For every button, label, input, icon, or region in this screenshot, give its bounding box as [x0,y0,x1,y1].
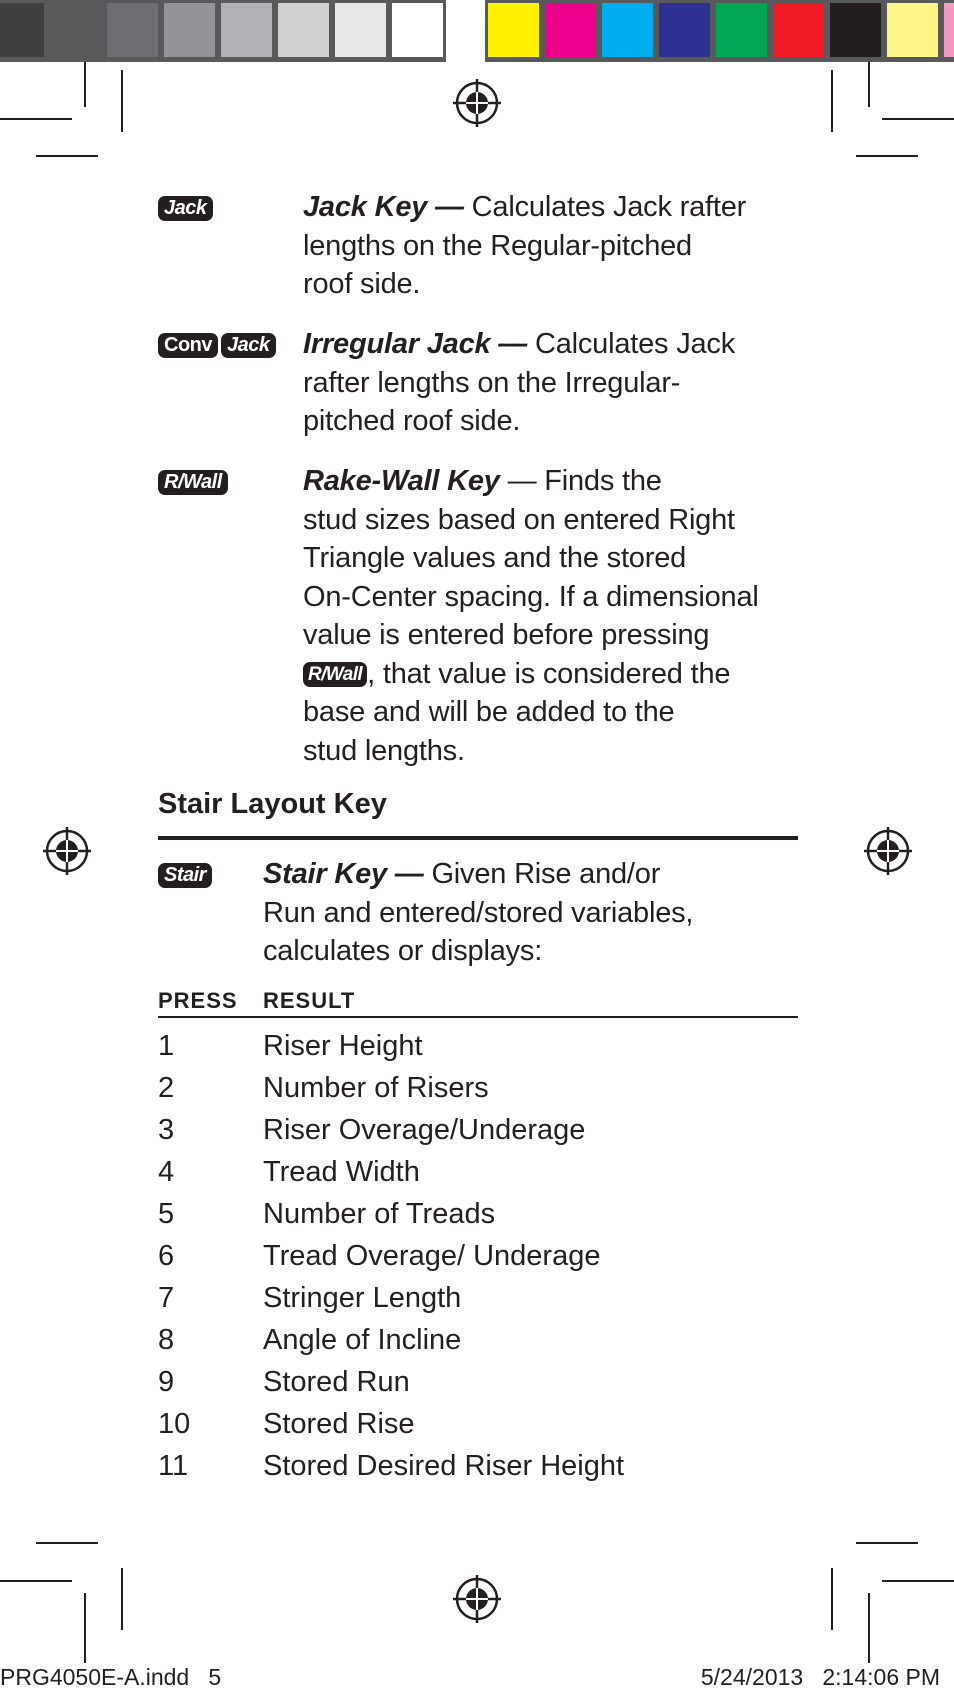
color-swatch [104,0,161,62]
table-row [158,1366,798,1408]
key-icons [158,863,212,888]
table-row [158,1072,798,1114]
press-value: 10 [158,1408,191,1440]
text-line: , that value is considered the [367,657,731,690]
crop-mark [856,155,918,157]
table-row [158,1198,798,1240]
table-row [158,1240,798,1282]
result-value: Number of Treads [263,1198,496,1230]
rwall-key-icon: R/Wall [158,470,228,495]
key-icons [158,333,276,358]
table-row [158,1114,798,1156]
section-title: Stair Layout Key [158,788,387,820]
color-swatch [485,0,542,62]
entry-title: Jack Key — [303,191,464,223]
text-line: Calculates Jack rafter [463,191,747,223]
text-line: stud lengths. [303,734,465,767]
press-value: 7 [158,1282,175,1314]
result-value: Stored Desired Riser Height [263,1450,625,1482]
press-value: 2 [158,1072,175,1104]
crop-mark [868,1593,870,1663]
result-value: Riser Overage/Underage [263,1114,586,1146]
table-row [158,1324,798,1366]
registration-mark-icon [43,827,91,875]
color-swatch [599,0,656,62]
text-line: Triangle values and the stored [303,542,687,574]
color-swatch [770,0,827,62]
press-value: 6 [158,1240,175,1272]
result-value: Stringer Length [263,1282,462,1314]
table-row [158,1282,798,1324]
text-line: calculates or displays: [263,935,543,967]
color-swatch [713,0,770,62]
column-header-press: PRESS [158,988,238,1013]
slug-file-name: PRG4050E-A.indd 5 [0,1664,222,1690]
table-row [158,1450,798,1492]
entry-title: Irregular Jack — [303,328,528,360]
crop-mark [882,118,954,120]
color-swatch [389,0,446,62]
rake-wall-description [303,462,759,770]
registration-mark-icon [864,827,912,875]
result-value: Number of Risers [263,1072,489,1104]
column-header-result: RESULT [263,988,356,1013]
jack-key-description [303,188,746,304]
text-line: lengths on the Regular-pitched [303,229,692,262]
press-value: 5 [158,1198,175,1230]
table-row [158,1408,798,1450]
crop-mark [0,1580,72,1582]
text-line: roof side. [303,268,421,300]
color-swatch [0,0,47,62]
text-line: Given Rise and/or [423,858,661,890]
stair-key-description [263,855,693,971]
result-value: Angle of Incline [263,1324,462,1356]
color-swatch [332,0,389,62]
text-line: pitched roof side. [303,405,521,437]
crop-mark [84,62,86,107]
text-line: Run and entered/stored variables, [263,896,694,929]
text-line: value is entered before pressing [303,619,710,651]
crop-mark [868,62,870,107]
key-icons [158,196,213,221]
color-swatch [542,0,599,62]
registration-mark-icon [453,79,501,127]
color-swatch [218,0,275,62]
text-line: — Finds the [499,465,662,497]
table-row [158,1030,798,1072]
rwall-key-icon: R/Wall [303,662,367,687]
color-swatch [656,0,713,62]
crop-mark [831,1568,833,1630]
result-value: Tread Width [263,1156,420,1188]
result-value: Stored Rise [263,1408,415,1440]
text-line: base and will be added to the [303,696,675,728]
stair-key-icon: Stair [158,863,212,888]
conv-key-icon: Conv [158,333,218,358]
press-value: 4 [158,1156,175,1188]
crop-mark [831,70,833,132]
crop-mark [36,1542,98,1544]
text-line: stud sizes based on entered Right [303,503,735,536]
table-header-divider [158,1016,798,1018]
color-swatch [161,0,218,62]
slug-date-time: 5/24/2013 2:14:06 PM [700,1664,940,1690]
press-value: 11 [158,1450,189,1482]
color-swatch [941,0,954,62]
crop-mark [0,118,72,120]
crop-mark [121,1568,123,1630]
table-row [158,1156,798,1198]
press-value: 3 [158,1114,175,1146]
result-value: Riser Height [263,1030,423,1062]
crop-mark [882,1580,954,1582]
result-value: Stored Run [263,1366,410,1398]
color-swatch [47,0,104,62]
crop-mark [84,1593,86,1663]
press-value: 8 [158,1324,175,1356]
registration-mark-icon [453,1575,501,1623]
irregular-jack-description [303,325,735,441]
entry-title: Stair Key — [263,858,424,890]
text-line: On-Center spacing. If a dimensional [303,580,759,613]
crop-mark [856,1542,918,1544]
print-color-bar [0,0,954,62]
text-line: rafter lengths on the Irregular- [303,366,681,399]
jack-key-icon: Jack [158,196,213,221]
crop-mark [121,70,123,132]
entry-title: Rake-Wall Key [303,465,500,497]
color-swatch [275,0,332,62]
result-value: Tread Overage/ Underage [263,1240,601,1272]
text-line: Calculates Jack [527,328,736,360]
press-value: 1 [158,1030,175,1062]
crop-mark [36,155,98,157]
section-divider [158,836,798,840]
color-swatch [884,0,941,62]
key-icons [158,470,228,495]
color-swatch [827,0,884,62]
press-value: 9 [158,1366,175,1398]
jack-key-icon: Jack [221,333,276,358]
